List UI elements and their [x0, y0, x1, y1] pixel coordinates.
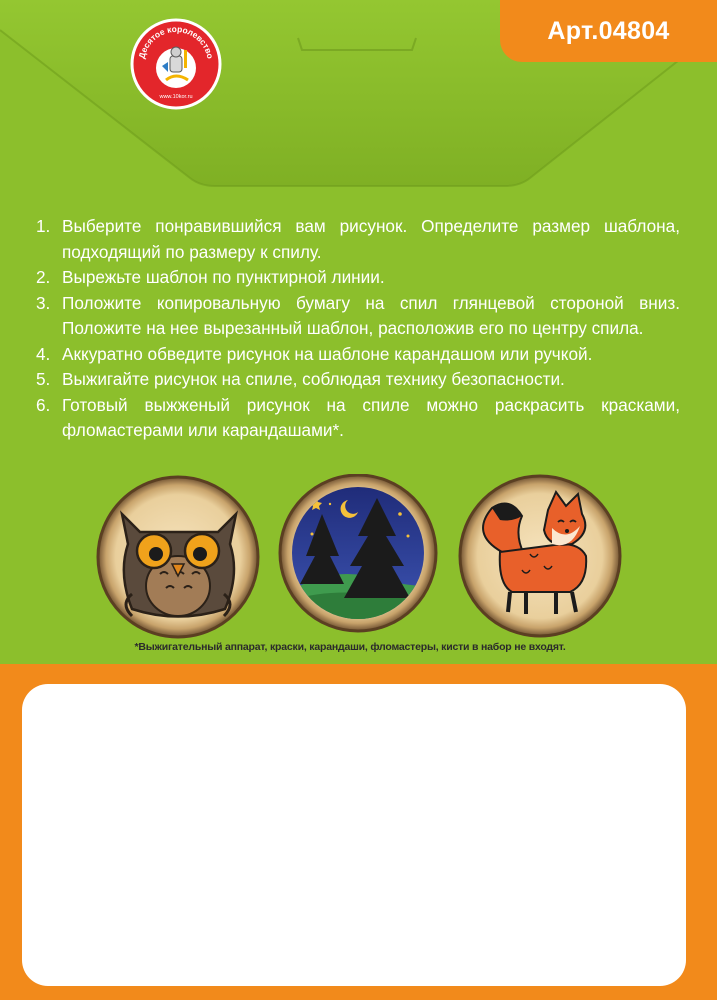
footnote: *Выжигательный аппарат, краски, карандаши, фломастеры, кисти в набор не входят.	[134, 641, 566, 653]
fox-wood-slice	[460, 476, 620, 636]
instruction-item: 6. Готовый выжженый рисунок на спиле можно раскрасить красками, фломастерами или карандашами*.	[36, 394, 680, 440]
instruction-item: 5. Выжигайте рисунок на спиле, соблюдая технику безопасности.	[36, 369, 565, 389]
instruction-item: 2. Вырежьте шаблон по пунктирной линии.	[36, 267, 385, 287]
instruction-list	[30, 214, 680, 444]
brand-logo	[130, 18, 222, 110]
owl-wood-slice	[98, 477, 258, 637]
article-number: Арт.04804	[547, 16, 670, 45]
logo-text: Десятое королевство	[136, 23, 216, 60]
article-number-badge	[500, 0, 717, 62]
logo-url: www.10kor.ru	[159, 94, 193, 100]
night-forest-wood-slice	[280, 475, 436, 631]
instruction-item: 4. Аккуратно обведите рисунок на шаблоне карандашом или ручкой.	[36, 343, 593, 364]
blank-label-panel	[22, 684, 686, 986]
instruction-item: 1. Выберите понравившийся вам рисунок. Определите размер шаблона, подходящий по размеру к спилу.	[36, 216, 680, 262]
example-wood-slices	[0, 474, 717, 644]
instruction-item: 3. Положите копировальную бумагу на спил глянцевой стороной вниз. Положите на нее вырезанный шаблон, расположив его по центру спила.	[36, 292, 680, 338]
